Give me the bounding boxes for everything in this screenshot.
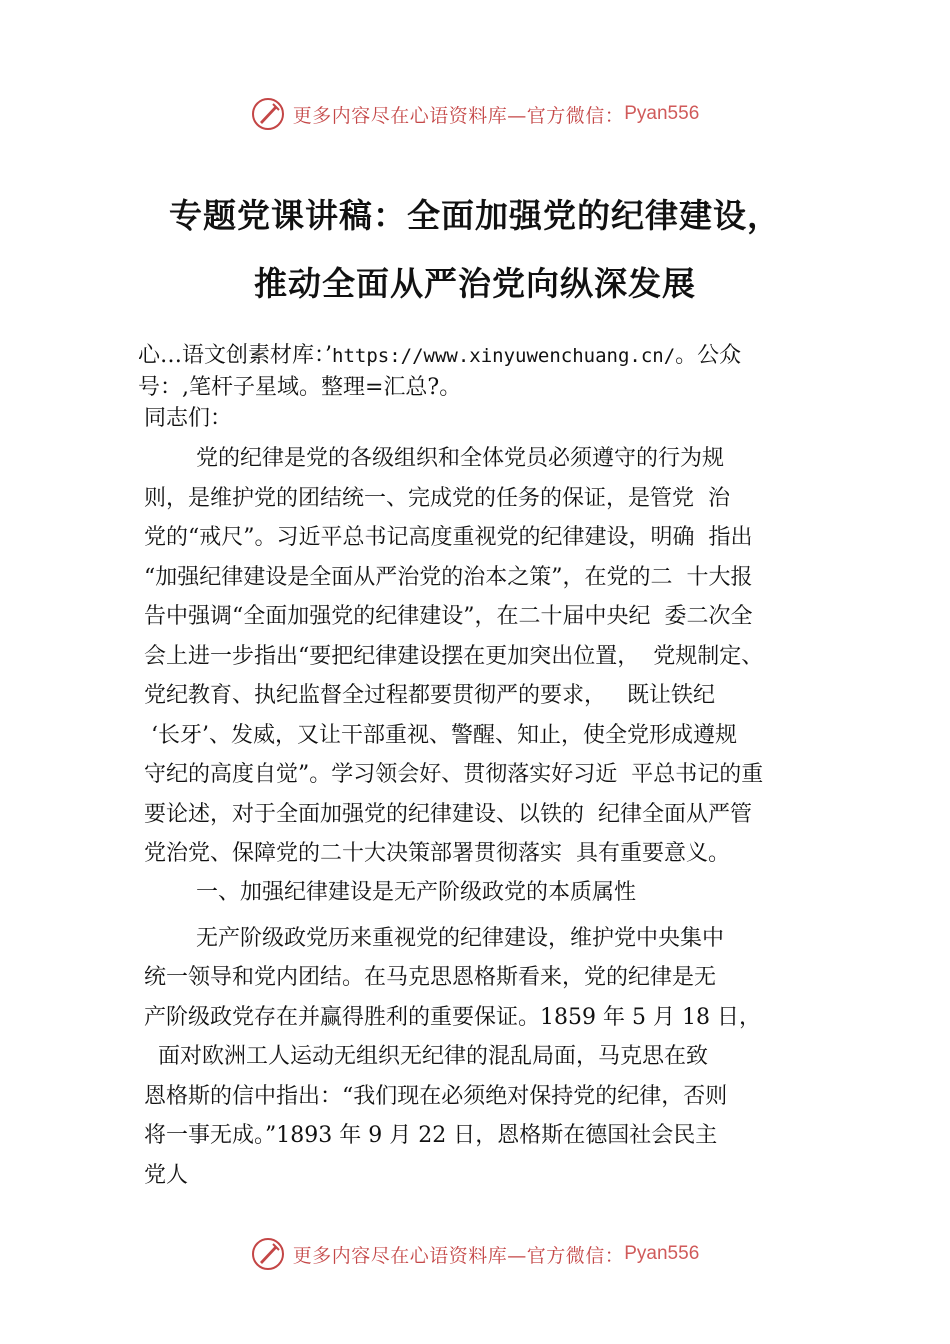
body-line: 告中强调“全面加强党的纪律建设”，在二十届中央纪 委二次全 [144,604,753,629]
body-line: 则，是维护党的团结统一、完成党的任务的保证，是管党 治 [144,486,730,511]
body-line: 党的纪律是党的各级组织和全体党员必须遵守的行为规 [196,446,725,471]
section-heading: 一、加强纪律建设是无产阶级政党的本质属性 [196,880,637,905]
body-line: 党纪教育、执纪监督全过程都要贯彻严的要求， 既让铁纪 [144,683,715,708]
document-title-line-2: 推动全面从严治党向纵深发展 [254,264,696,303]
body-line: 统一领导和党内团结。在马克思恩格斯看来，党的纪律是无 [144,965,717,990]
body-line: 将一事无成。”1893 年 9 月 22 日，恩格斯在德国社会民主 [144,1123,718,1148]
body-line: 党的“戒尺”。习近平总书记高度重视党的纪律建设，明确 指出 [144,525,753,550]
body-line: ‘长牙’、发威，又让干部重视、警醒、知止，使全党形成遵规 [144,723,737,748]
body-line: 守纪的高度自觉”。学习领会好、贯彻落实好习近 平总书记的重 [144,762,764,787]
quill-logo-icon [251,1237,285,1271]
body-line: 无产阶级政党历来重视党的纪律建设，维护党中央集中 [196,926,725,951]
quill-logo-icon [251,97,285,131]
footer-banner [0,1234,950,1274]
body-line: 党治党、保障党的二十大决策部署贯彻落实 具有重要意义。 [144,841,730,866]
source-suffix: 。公众 [675,343,742,368]
body-line: 党人 [144,1163,189,1188]
greeting: 同志们： [144,406,233,431]
source-url: https://www.xinyuwenchuang.cn/ [332,345,676,367]
banner-wechat-id: Pyan556 [624,103,700,124]
body-line: 要论述，对于全面加强党的纪律建设、以铁的 纪律全面从严管 [144,802,752,827]
document-title-line-1: 专题党课讲稿：全面加强党的纪律建设， [169,196,781,235]
body-line: “加强纪律建设是全面从严治党的治本之策”，在党的二 十大报 [144,565,753,590]
source-line-2: 号：,笔杆子星域。整理=汇总?。 [138,375,462,400]
body-line: 会上进一步指出“要把纪律建设摆在更加突出位置， 党规制定、 [144,644,764,669]
banner-text: 更多内容尽在心语资料库—官方微信： [292,1244,625,1267]
body-line: 恩格斯的信中指出：“我们现在必须绝对保持党的纪律，否则 [144,1084,728,1109]
source-prefix: 心…语文创素材库：’ [138,343,332,368]
header-banner [0,94,950,134]
banner-text: 更多内容尽在心语资料库—官方微信： [292,104,625,127]
banner-wechat-id: Pyan556 [624,1243,700,1264]
source-attribution [138,340,848,403]
body-line: 产阶级政党存在并赢得胜利的重要保证。1859 年 5 月 18 日， [144,1005,761,1030]
body-line: 面对欧洲工人运动无组织无纪律的混乱局面，马克思在致 [144,1044,708,1069]
